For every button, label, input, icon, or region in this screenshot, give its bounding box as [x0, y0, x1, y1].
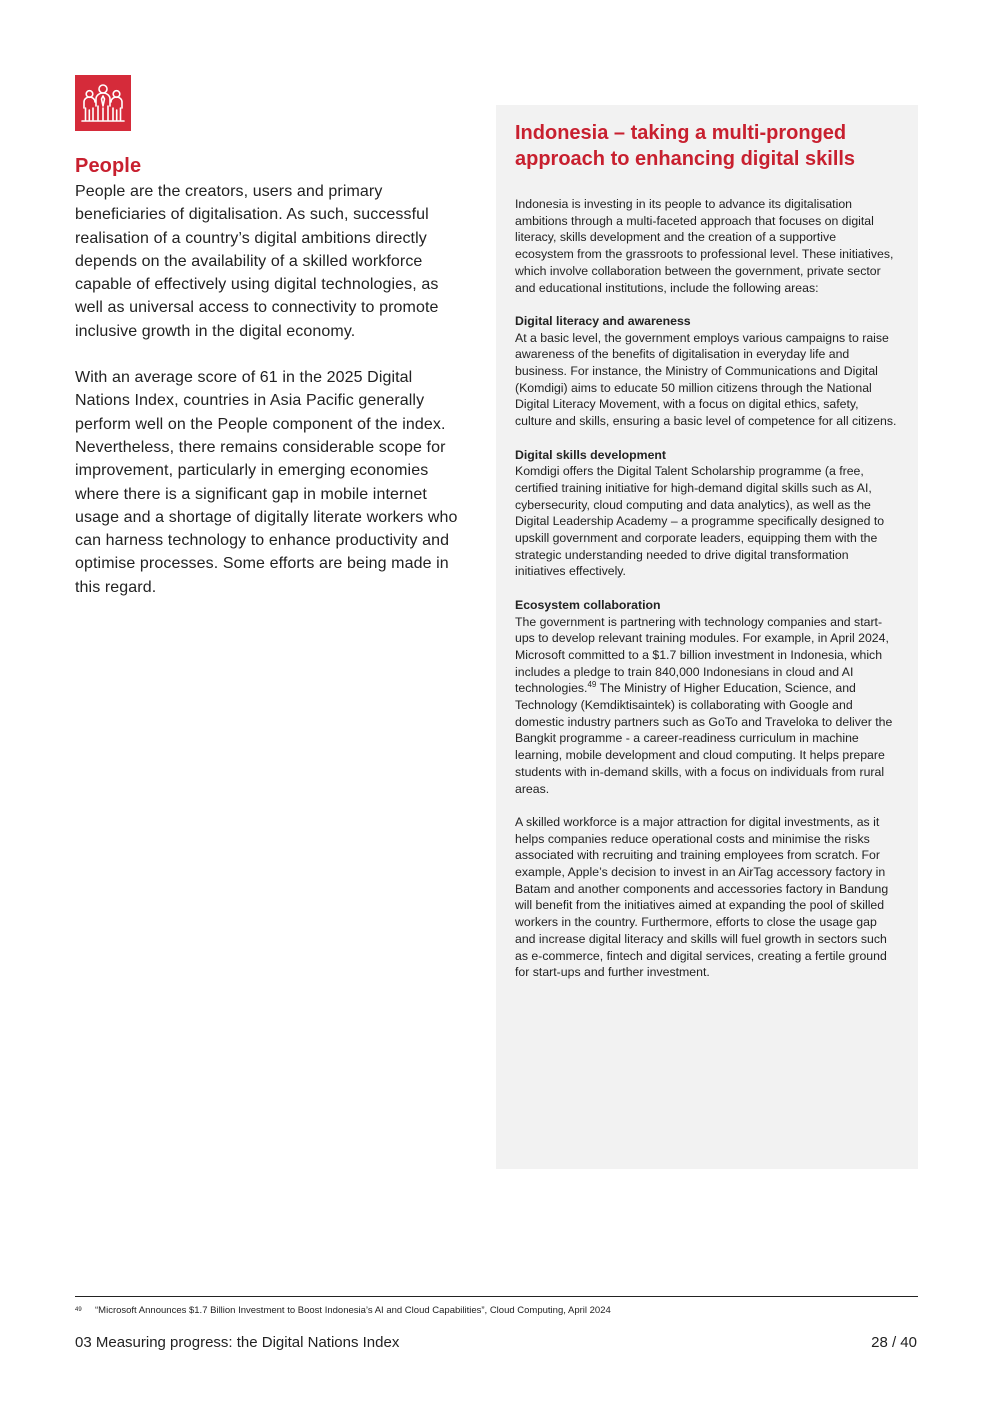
ecosystem-text-part-2: The Ministry of Higher Education, Science, and Technology (Kemdiktisaintek) is collaborating with Google and domestic industry partners such as GoTo and Traveloka to deliver the Bangkit programme - a career-readiness curriculum in machine learning, mobile development and cloud computing. It helps prepare students with in-demand skills, with a focus on individuals from rural areas. — [515, 681, 893, 796]
section-title: People — [75, 155, 142, 177]
footnote-number: 49 — [75, 1307, 82, 1313]
people-group-icon — [75, 75, 131, 131]
ecosystem-section — [515, 597, 898, 797]
page-number: 28 / 40 — [871, 1334, 917, 1351]
footnote-text: “Microsoft Announces $1.7 Billion Investment to Boost Indonesia’s AI and Cloud Capabilities”, Cloud Computing, April 2024 — [95, 1305, 611, 1316]
case-study-intro: Indonesia is investing in its people to advance its digitalisation ambitions through a multi-faceted approach that focuses on digital literacy, skills development and the creation of a supportive ecosystem from the grassroots to professional level. These initiatives, which involve collaboration between the government, private sector and educational institutions, include the following areas: — [515, 197, 894, 295]
ecosystem-text-part-1: The government is partnering with technology companies and start-ups to develop relevant training modules. For example, in April 2024, Microsoft committed to a $1.7 billion investment in Indonesia, which includes a pledge to train 840,000 Indonesians in cloud and AI technologies. — [515, 614, 889, 696]
footer-section-title: 03 Measuring progress: the Digital Nations Index — [75, 1334, 400, 1351]
ecosystem-heading: Ecosystem collaboration — [515, 597, 661, 612]
footnote-reference[interactable]: 49 — [587, 680, 597, 690]
closing-paragraph: A skilled workforce is a major attraction for digital investments, as it helps companies reduce operational costs and minimise the risks associated with recruiting and training employees from scratch. For example, Apple’s decision to invest in an AirTag accessory factory in Batam and another components and accessories factory in Bandung will benefit from the initiatives aimed at expanding the pool of skilled workers in the country. Furthermore, efforts to close the usage gap and increase digital literacy and skills will fuel growth in sectors such as e-commerce, fintech and digital services, creating a fertile ground for start-ups and further investment. — [515, 814, 889, 980]
digital-skills-text: Komdigi offers the Digital Talent Scholarship programme (a free, certified training initiative for high-demand digital skills such as AI, cybersecurity, cloud computing and data analytics), as well as the Digital Leadership Academy – a programme specifically designed to upskill government and corporate leaders, equipping them with the strategic understanding needed to drive digital transformation initiatives effectively. — [515, 464, 885, 579]
case-study-title: Indonesia – taking a multi-pronged approach to enhancing digital skills — [515, 122, 856, 170]
people-paragraph-2: With an average score of 61 in the 2025 Digital Nations Index, countries in Asia Pacific generally perform well on the People component of the index. Nevertheless, there remains considerable scope for improvement, particularly in emerging economies where there is a significant gap in mobile internet usage and a shortage of digitally literate workers who can harness technology to enhance productivity and optimise processes. Some efforts are being made in this regard. — [75, 369, 458, 596]
footnote — [75, 1304, 918, 1317]
indonesia-case-study-box — [496, 105, 918, 1169]
ecosystem-text — [515, 614, 898, 798]
footnote-divider — [75, 1296, 918, 1297]
digital-literacy-heading: Digital literacy and awareness — [515, 313, 691, 328]
people-paragraph-1: People are the creators, users and primary beneficiaries of digitalisation. As such, successful realisation of a country’s digital ambitions directly depends on the availability of a skilled workforce capable of effectively using digital technologies, as well as universal access to connectivity to promote inclusive growth in the digital economy. — [75, 183, 439, 340]
digital-skills-section — [515, 447, 898, 581]
people-section — [75, 152, 460, 599]
digital-literacy-text: At a basic level, the government employs various campaigns to raise awareness of the benefits of digitalisation in everyday life and business. For instance, the Ministry of Communications and Digital (Komdigi) aims to educate 50 million citizens through the National Digital Literacy Movement, with a focus on digital ethics, safety, culture and skills, ensuring a basic level of competence for all citizens. — [515, 330, 897, 429]
digital-skills-heading: Digital skills development — [515, 447, 667, 462]
digital-literacy-section — [515, 313, 898, 430]
